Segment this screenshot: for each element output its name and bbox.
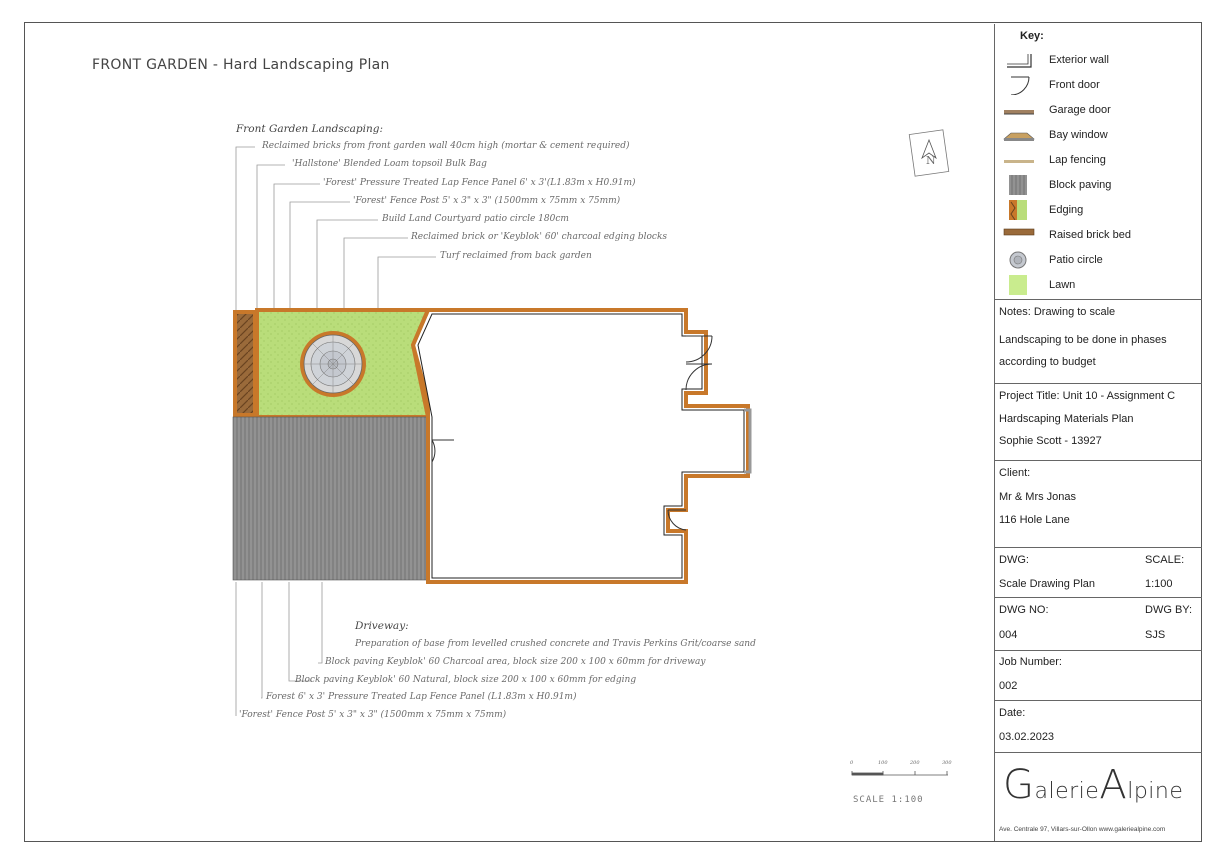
block-paving-icon [1003, 175, 1035, 195]
notes-line-3: according to budget [999, 356, 1096, 368]
job-value: 002 [999, 680, 1018, 692]
key-item-block-paving: Block paving [1003, 175, 1198, 197]
project-subtitle: Hardscaping Materials Plan [999, 413, 1134, 425]
date-divider [995, 700, 1202, 701]
dwg-value: Scale Drawing Plan [999, 578, 1095, 590]
patio-circle [300, 331, 366, 397]
dwg-no-divider [995, 597, 1202, 598]
driveway-note-5: 'Forest' Fence Post 5' x 3" x 3" (1500mm x 75mm x 75mm) [239, 710, 507, 720]
lawn-icon [1003, 275, 1035, 295]
logo-address: Ave. Centrale 97, Villars-sur-Ollon www.galeriealpine.com [999, 826, 1166, 833]
notes-line-1: Notes: Drawing to scale [999, 306, 1116, 318]
job-label: Job Number: [999, 656, 1062, 668]
key-item-bay-window: Bay window [1003, 125, 1198, 147]
dwg-by-value: SJS [1145, 629, 1166, 641]
patio-circle-icon [1003, 250, 1035, 270]
client-divider [995, 460, 1202, 461]
client-name: Mr & Mrs Jonas [999, 491, 1077, 503]
key-title: Key: [1020, 30, 1044, 42]
dwg-label: DWG: [999, 554, 1029, 566]
bay-window-icon [1003, 125, 1035, 145]
front-note-2: 'Hallstone' Blended Loam topsoil Bulk Bag [292, 159, 487, 169]
driveway-paving [233, 417, 428, 580]
notes-line-2: Landscaping to be done in phases [999, 334, 1167, 346]
key-item-patio-circle: Patio circle [1003, 250, 1198, 272]
front-note-1: Reclaimed bricks from front garden wall 40cm high (mortar & cement required) [262, 141, 630, 151]
logo-divider [995, 752, 1202, 753]
scale-tick-300: 300 [942, 760, 952, 766]
client-address: 116 Hole Lane [999, 514, 1070, 526]
project-title: Project Title: Unit 10 - Assignment C [999, 390, 1176, 402]
title-block [994, 24, 1201, 841]
driveway-note-3: Block paving Keyblok' 60 Natural, block size 200 x 100 x 60mm for edging [295, 675, 637, 685]
driveway-note-2: Block paving Keyblok' 60 Charcoal area, block size 200 x 100 x 60mm for driveway [325, 657, 706, 667]
scale-tick-100: 100 [878, 760, 888, 766]
key-item-lap-fencing: Lap fencing [1003, 150, 1198, 172]
dwg-no-value: 004 [999, 629, 1018, 641]
date-value: 03.02.2023 [999, 731, 1055, 743]
date-label: Date: [999, 707, 1026, 719]
key-item-garage-door: Garage door [1003, 100, 1198, 122]
scale-bar [852, 771, 948, 775]
drawing-title: FRONT GARDEN - Hard Landscaping Plan [92, 57, 390, 73]
edging-icon [1003, 200, 1035, 220]
front-note-3: 'Forest' Pressure Treated Lap Fence Panel 6' x 3'(L1.83m x H0.91m) [323, 178, 636, 188]
dwg-divider [995, 547, 1202, 548]
garage-door-icon [1003, 100, 1035, 120]
north-arrow [909, 130, 949, 176]
front-note-6: Reclaimed brick or 'Keyblok' 60' charcoal edging blocks [411, 232, 668, 242]
scale-value: 1:100 [1145, 578, 1173, 590]
raised-brick-bed-icon [1003, 225, 1035, 245]
dwg-no-label: DWG NO: [999, 604, 1049, 616]
project-divider [995, 383, 1202, 384]
front-note-5: Build Land Courtyard patio circle 180cm [382, 214, 569, 224]
key-item-lawn: Lawn [1003, 275, 1198, 297]
scale-tick-200: 200 [910, 760, 920, 766]
front-landscaping-heading: Front Garden Landscaping: [236, 123, 383, 135]
key-item-front-door: Front door [1003, 75, 1198, 97]
driveway-heading: Driveway: [355, 620, 409, 632]
driveway-note-4: Forest 6' x 3' Pressure Treated Lap Fence Panel (L1.83m x H0.91m) [266, 692, 577, 702]
exterior-wall-icon [1003, 50, 1035, 70]
north-label: N [926, 154, 936, 167]
notes-divider [995, 299, 1202, 300]
front-note-7: Turf reclaimed from back garden [440, 251, 592, 261]
galerie-alpine-logo: GalerieAlpine Ave. Centrale 97, Villars-sur-Ollon www.galeriealpine.com [999, 762, 1184, 833]
front-note-4: 'Forest' Fence Post 5' x 3" x 3" (1500mm x 75mm x 75mm) [353, 196, 621, 206]
scale-heading: SCALE: [1145, 554, 1185, 566]
front-door-icon [1003, 75, 1035, 95]
scale-label: SCALE 1:100 [853, 795, 924, 805]
driveway-note-1: Preparation of base from levelled crushed concrete and Travis Perkins Grit/coarse sand [355, 639, 756, 649]
house-outline [413, 310, 750, 582]
key-item-edging: Edging [1003, 200, 1198, 222]
key-item-raised-brick-bed: Raised brick bed [1003, 225, 1198, 247]
project-author: Sophie Scott - 13927 [999, 435, 1102, 447]
key-item-exterior-wall: Exterior wall [1003, 50, 1198, 72]
job-divider [995, 650, 1202, 651]
lap-fencing-icon [1003, 150, 1035, 170]
rear-door [668, 510, 686, 530]
scale-tick-0: 0 [850, 760, 854, 766]
dwg-by-label: DWG BY: [1145, 604, 1193, 616]
client-label: Client: [999, 467, 1031, 479]
